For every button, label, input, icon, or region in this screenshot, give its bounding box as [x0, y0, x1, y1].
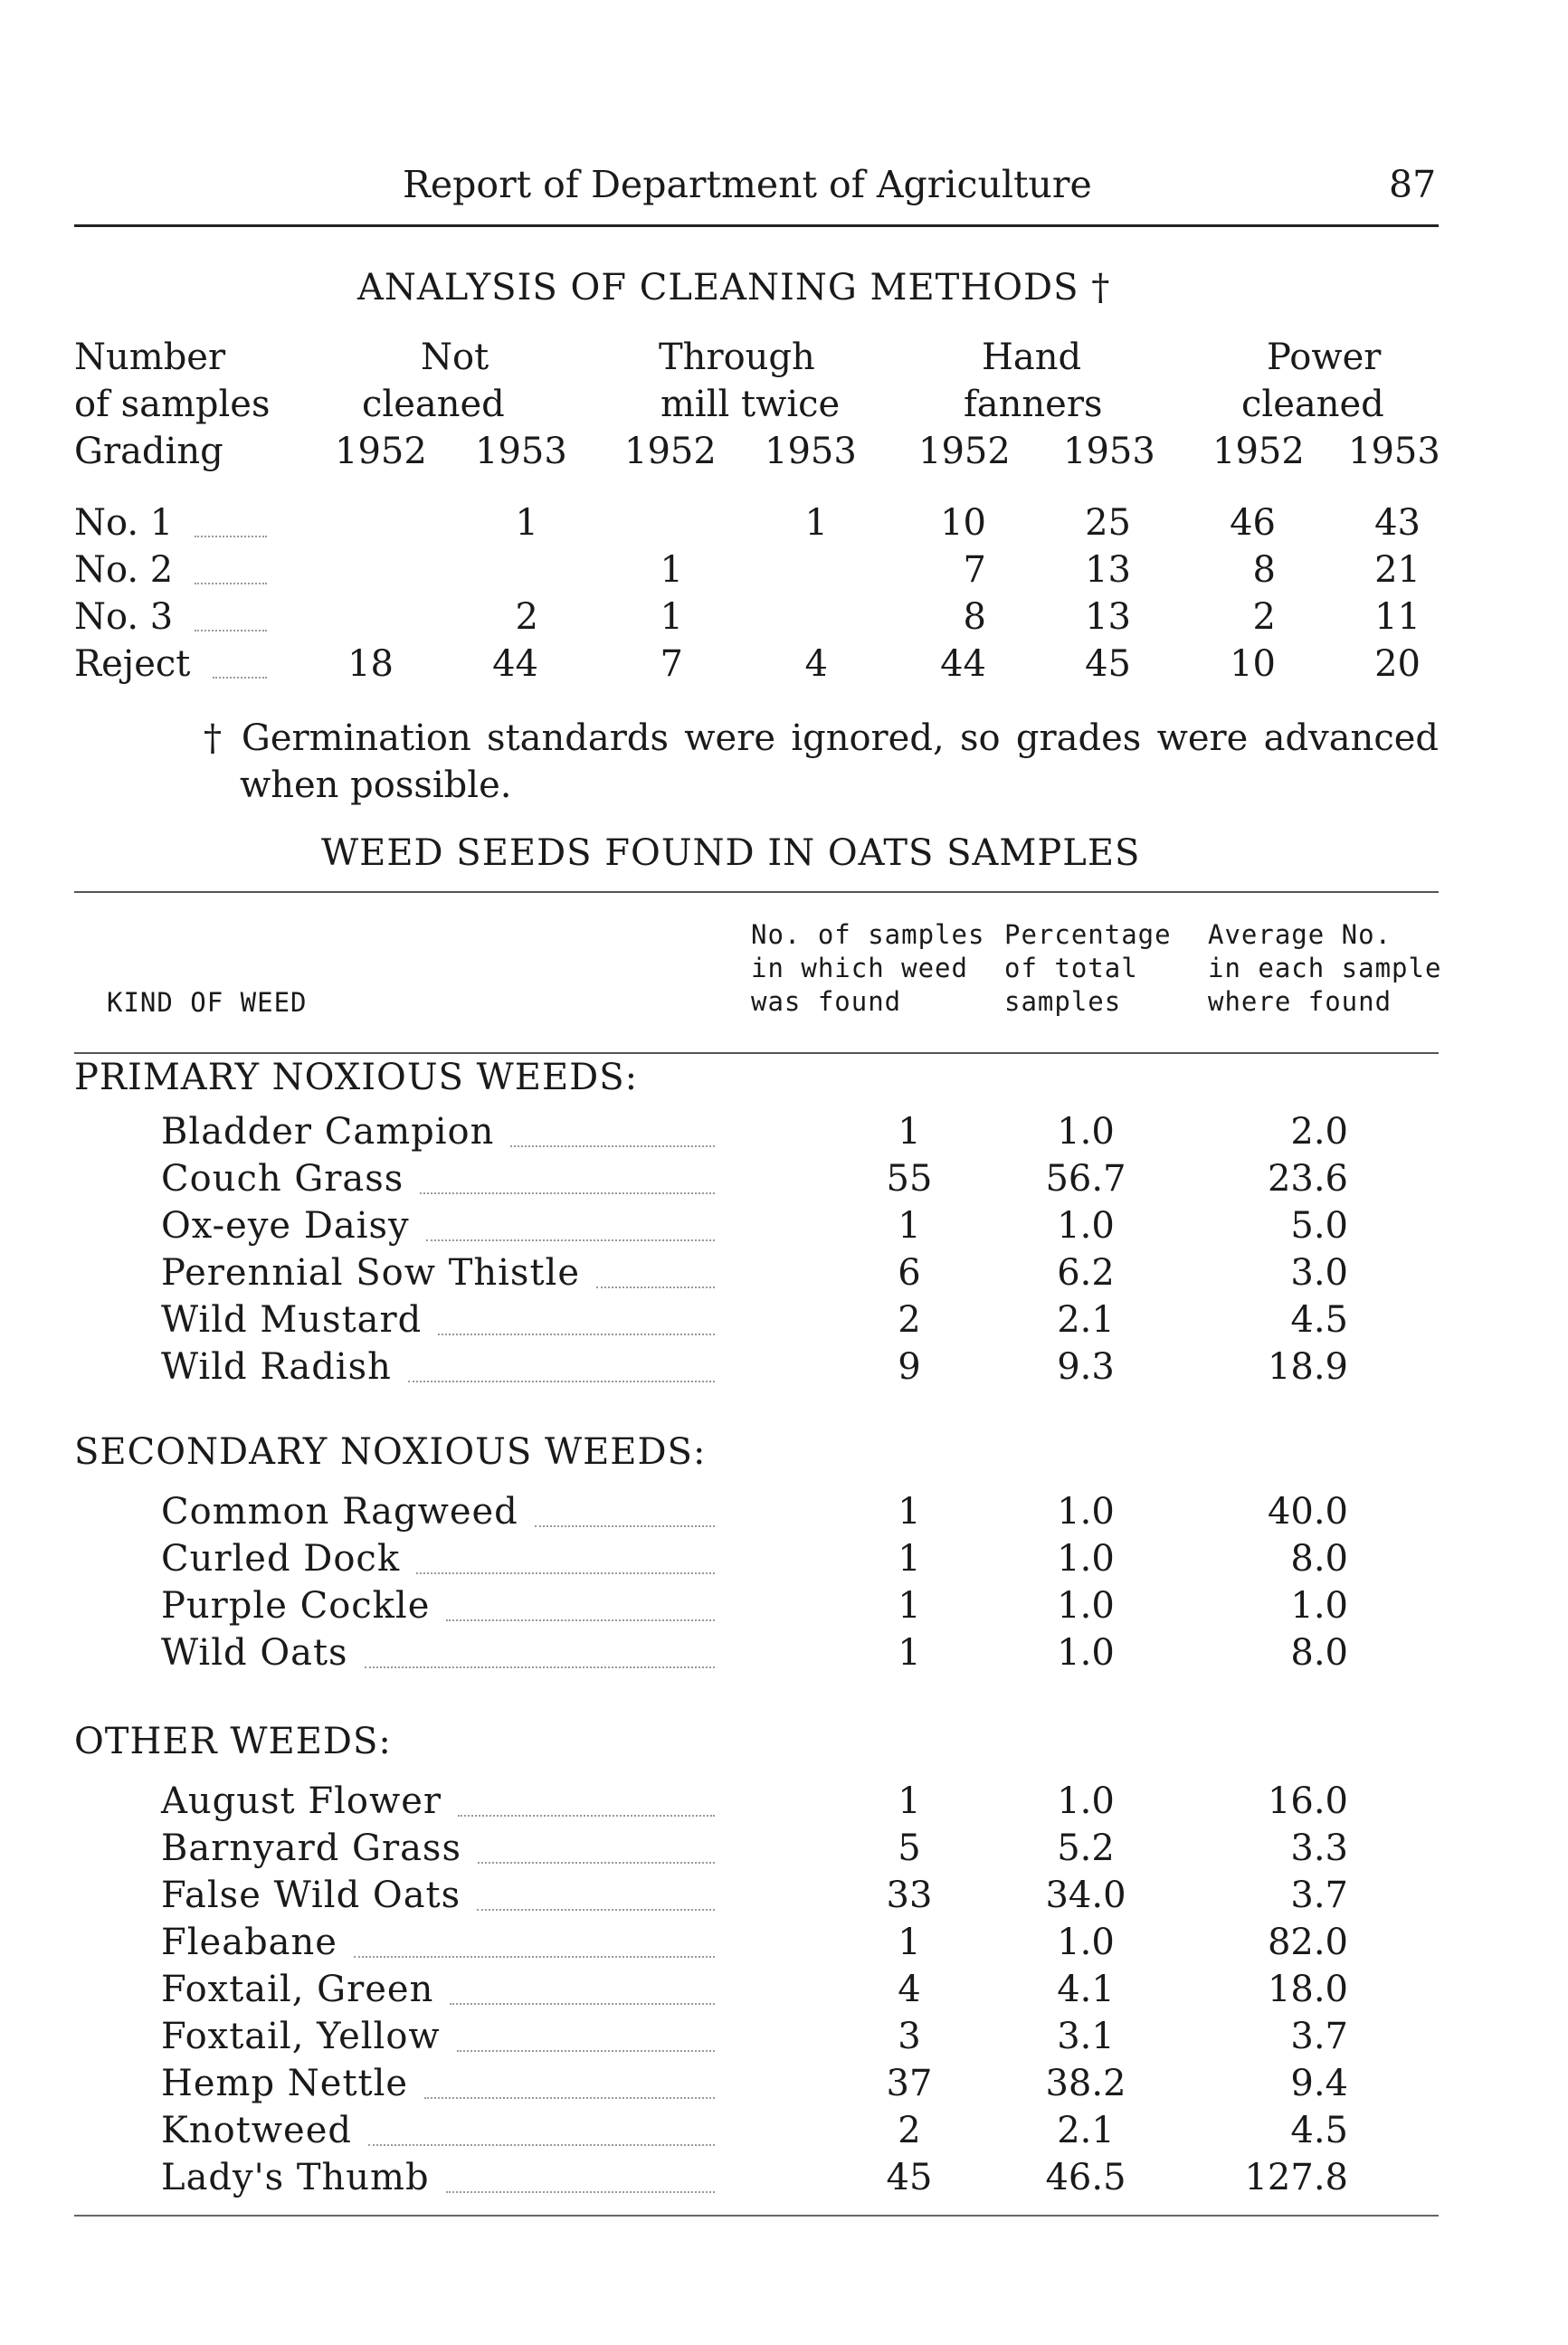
weed-name: Wild Oats — [161, 1632, 348, 1674]
cell-count: 45 — [886, 2157, 933, 2198]
header-count-line3: was found — [751, 986, 902, 1017]
weed-name: Wild Radish — [161, 1346, 392, 1388]
cell-pct: 1.0 — [1057, 1205, 1115, 1247]
cell-count: 2 — [898, 2110, 921, 2151]
header-avg-line2: in each sample — [1208, 953, 1442, 983]
leader-dots — [478, 1860, 715, 1864]
weed-name: Curled Dock — [161, 1538, 401, 1580]
weeds-header-rule — [74, 1052, 1439, 1054]
cell-avg: 3.3 — [1290, 1828, 1348, 1869]
table-cell: 1 — [804, 502, 828, 544]
table-cell: 8 — [1252, 549, 1276, 591]
year-header: 1953 — [1348, 431, 1440, 472]
table-cell: 7 — [963, 549, 986, 591]
weed-name: Purple Cockle — [161, 1585, 431, 1627]
column-label-grading: Grading — [74, 431, 223, 472]
cell-count: 5 — [898, 1828, 921, 1869]
leader-dots — [535, 1524, 715, 1527]
cleaning-footnote: † Germination standards were ignored, so grades were advanced when possible. — [204, 717, 1439, 806]
table-cell: 18 — [347, 643, 394, 685]
section-heading: SECONDARY NOXIOUS WEEDS: — [74, 1431, 707, 1473]
leader-dots — [408, 1379, 715, 1382]
group-not-cleaned-line2: cleaned — [362, 384, 505, 425]
cell-avg: 18.9 — [1267, 1346, 1348, 1388]
weed-name: Bladder Campion — [161, 1111, 495, 1153]
group-power-cleaned-line2: cleaned — [1241, 384, 1384, 425]
cell-avg: 82.0 — [1267, 1922, 1348, 1963]
weed-name: Wild Mustard — [161, 1299, 423, 1341]
leader-dots — [195, 581, 267, 584]
cell-pct: 1.0 — [1057, 1111, 1115, 1153]
section-heading: OTHER WEEDS: — [74, 1721, 392, 1762]
leader-dots — [365, 1665, 715, 1668]
group-hand-fanners-line2: fanners — [964, 384, 1103, 425]
header-pct-line1: Percentage — [1004, 919, 1172, 950]
cell-pct: 5.2 — [1057, 1828, 1115, 1869]
cell-count: 6 — [898, 1252, 921, 1294]
grade-label: Reject — [74, 643, 191, 685]
table-cell: 11 — [1374, 596, 1421, 638]
cleaning-table-title: ANALYSIS OF CLEANING METHODS † — [357, 267, 1111, 309]
cell-pct: 34.0 — [1045, 1875, 1126, 1916]
cell-pct: 1.0 — [1057, 1491, 1115, 1533]
table-cell: 2 — [1252, 596, 1276, 638]
cell-count: 1 — [898, 1780, 921, 1822]
grade-label: No. 1 — [74, 502, 174, 544]
table-cell: 10 — [940, 502, 986, 544]
table-cell: 1 — [660, 549, 683, 591]
leader-dots — [446, 2189, 715, 2193]
cell-avg: 127.8 — [1244, 2157, 1348, 2198]
cell-avg: 4.5 — [1290, 1299, 1348, 1341]
cell-avg: 40.0 — [1267, 1491, 1348, 1533]
table-cell: 13 — [1085, 549, 1131, 591]
weeds-bottom-rule — [74, 2215, 1439, 2217]
table-cell: 45 — [1085, 643, 1131, 685]
cell-avg: 1.0 — [1290, 1585, 1348, 1627]
header-avg-line3: where found — [1208, 986, 1392, 1017]
cell-avg: 23.6 — [1267, 1158, 1348, 1200]
header-rule — [74, 224, 1439, 227]
table-cell: 8 — [963, 596, 986, 638]
table-cell: 21 — [1374, 549, 1421, 591]
leader-dots — [354, 1954, 715, 1958]
weed-name: Foxtail, Green — [161, 1969, 434, 2010]
cell-avg: 8.0 — [1290, 1538, 1348, 1580]
weed-name: Ox-eye Daisy — [161, 1205, 410, 1247]
leader-dots — [450, 2001, 715, 2005]
year-header: 1953 — [475, 431, 567, 472]
leader-dots — [477, 1907, 715, 1911]
table-cell: 4 — [804, 643, 828, 685]
cell-pct: 2.1 — [1057, 2110, 1115, 2151]
cell-count: 33 — [886, 1875, 933, 1916]
cell-count: 37 — [886, 2063, 933, 2104]
header-count-line2: in which weed — [751, 953, 968, 983]
weed-name: Hemp Nettle — [161, 2063, 409, 2104]
grade-label: No. 3 — [74, 596, 174, 638]
weed-name: Barnyard Grass — [161, 1828, 461, 1869]
group-mill-twice-line1: Through — [659, 337, 815, 378]
cell-avg: 3.7 — [1290, 2016, 1348, 2057]
leader-dots — [424, 2095, 715, 2099]
cell-pct: 1.0 — [1057, 1780, 1115, 1822]
table-cell: 2 — [515, 596, 538, 638]
weed-name: August Flower — [161, 1780, 442, 1822]
leader-dots — [426, 1238, 715, 1241]
cell-pct: 2.1 — [1057, 1299, 1115, 1341]
cell-pct: 1.0 — [1057, 1922, 1115, 1963]
column-label-of-samples: of samples — [74, 384, 271, 425]
cell-pct: 38.2 — [1045, 2063, 1126, 2104]
leader-dots — [438, 1332, 715, 1335]
table-cell: 13 — [1085, 596, 1131, 638]
weed-name: Perennial Sow Thistle — [161, 1252, 580, 1294]
cell-pct: 1.0 — [1057, 1538, 1115, 1580]
group-power-cleaned-line1: Power — [1267, 337, 1382, 378]
leader-dots — [510, 1144, 715, 1147]
weed-name: False Wild Oats — [161, 1875, 461, 1916]
weeds-table-title: WEED SEEDS FOUND IN OATS SAMPLES — [321, 832, 1141, 874]
header-count-line1: No. of samples — [751, 919, 985, 950]
cell-count: 9 — [898, 1346, 921, 1388]
cell-pct: 4.1 — [1057, 1969, 1115, 2010]
cell-count: 3 — [898, 2016, 921, 2057]
year-header: 1952 — [1212, 431, 1305, 472]
weeds-top-rule — [74, 891, 1439, 893]
weed-name: Lady's Thumb — [161, 2157, 430, 2198]
leader-dots — [195, 534, 267, 537]
weed-name: Foxtail, Yellow — [161, 2016, 441, 2057]
cell-count: 4 — [898, 1969, 921, 2010]
cell-count: 1 — [898, 1491, 921, 1533]
leader-dots — [420, 1191, 715, 1194]
table-cell: 44 — [492, 643, 538, 685]
leader-dots — [195, 628, 267, 631]
leader-dots — [368, 2142, 715, 2146]
cell-count: 1 — [898, 1585, 921, 1627]
cell-avg: 16.0 — [1267, 1780, 1348, 1822]
year-header: 1953 — [765, 431, 857, 472]
running-head-title: Report of Department of Agriculture — [403, 163, 1092, 206]
cell-count: 1 — [898, 1632, 921, 1674]
leader-dots — [416, 1571, 715, 1574]
cell-pct: 3.1 — [1057, 2016, 1115, 2057]
table-cell: 1 — [515, 502, 538, 544]
cell-count: 55 — [886, 1158, 933, 1200]
table-cell: 1 — [660, 596, 683, 638]
cell-count: 2 — [898, 1299, 921, 1341]
table-cell: 46 — [1230, 502, 1276, 544]
year-header: 1952 — [335, 431, 427, 472]
cell-avg: 5.0 — [1290, 1205, 1348, 1247]
cell-avg: 3.0 — [1290, 1252, 1348, 1294]
section-heading: PRIMARY NOXIOUS WEEDS: — [74, 1057, 639, 1098]
weed-name: Couch Grass — [161, 1158, 404, 1200]
table-cell: 20 — [1374, 643, 1421, 685]
table-cell: 44 — [940, 643, 986, 685]
cell-count: 1 — [898, 1111, 921, 1153]
cell-pct: 9.3 — [1057, 1346, 1115, 1388]
leader-dots — [446, 1618, 715, 1621]
weed-name: Common Ragweed — [161, 1491, 518, 1533]
leader-dots — [458, 1813, 715, 1817]
weed-name: Fleabane — [161, 1922, 337, 1963]
cell-avg: 4.5 — [1290, 2110, 1348, 2151]
grade-label: No. 2 — [74, 549, 174, 591]
cell-avg: 2.0 — [1290, 1111, 1348, 1153]
header-pct-line3: samples — [1004, 986, 1122, 1017]
table-cell: 10 — [1230, 643, 1276, 685]
kind-of-weed-header: KIND OF WEED — [107, 987, 308, 1018]
leader-dots — [596, 1285, 715, 1288]
weed-name: Knotweed — [161, 2110, 352, 2151]
cell-count: 1 — [898, 1922, 921, 1963]
header-avg-line1: Average No. — [1208, 919, 1392, 950]
leader-dots — [213, 675, 267, 679]
year-header: 1952 — [624, 431, 717, 472]
cell-count: 1 — [898, 1538, 921, 1580]
year-header: 1953 — [1063, 431, 1155, 472]
cell-avg: 8.0 — [1290, 1632, 1348, 1674]
header-pct-line2: of total — [1004, 953, 1138, 983]
page-number: 87 — [1389, 163, 1437, 206]
cell-pct: 46.5 — [1045, 2157, 1126, 2198]
cell-avg: 18.0 — [1267, 1969, 1348, 2010]
cell-pct: 1.0 — [1057, 1632, 1115, 1674]
leader-dots — [457, 2048, 715, 2052]
cell-pct: 56.7 — [1045, 1158, 1126, 1200]
table-cell: 7 — [660, 643, 683, 685]
column-label-number: Number — [74, 337, 226, 378]
table-cell: 25 — [1085, 502, 1131, 544]
cell-count: 1 — [898, 1205, 921, 1247]
cell-pct: 6.2 — [1057, 1252, 1115, 1294]
cell-pct: 1.0 — [1057, 1585, 1115, 1627]
group-hand-fanners-line1: Hand — [982, 337, 1082, 378]
year-header: 1952 — [918, 431, 1011, 472]
group-mill-twice-line2: mill twice — [660, 384, 841, 425]
table-cell: 43 — [1374, 502, 1421, 544]
group-not-cleaned-line1: Not — [421, 337, 489, 378]
cell-avg: 3.7 — [1290, 1875, 1348, 1916]
cell-avg: 9.4 — [1290, 2063, 1348, 2104]
